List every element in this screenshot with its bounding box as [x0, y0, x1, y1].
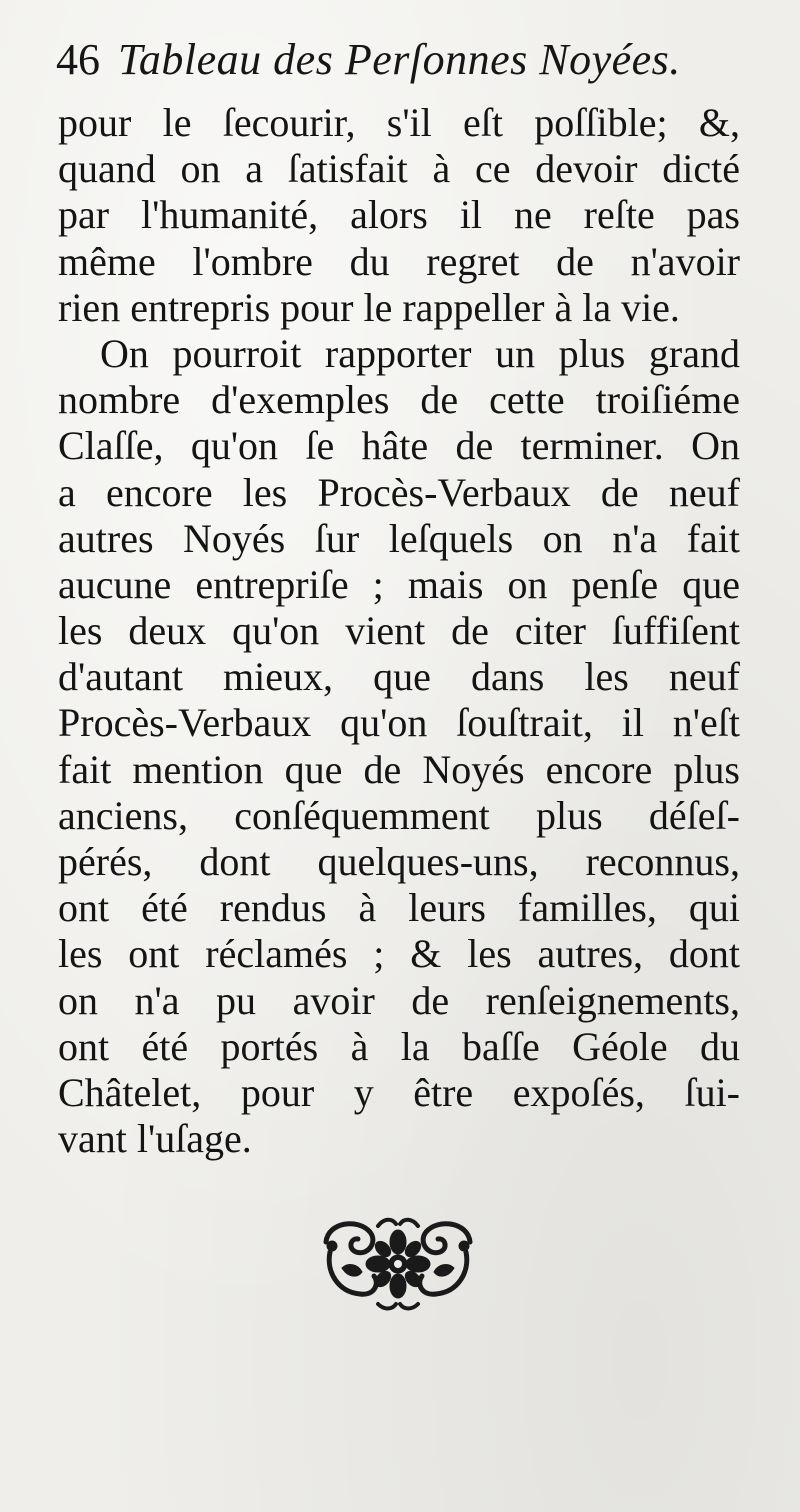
text-line: les ont réclamés ; & les autres, dont — [58, 931, 740, 977]
text-line: Procès-Verbaux qu'on ſouſtrait, il n'eſt — [58, 700, 740, 746]
text-line: par l'humanité, alors il ne reſte pas — [58, 192, 740, 238]
text-line: quand on a ſatisfait à ce devoir dicté — [58, 146, 740, 192]
running-title: Tableau des Perſonnes Noyées. — [118, 35, 681, 84]
text-line: ont été portés à la baſſe Géole du — [58, 1023, 740, 1069]
text-line: d'autant mieux, que dans les neuf — [58, 654, 740, 700]
text-line: Claſſe, qu'on ſe hâte de terminer. On — [58, 423, 740, 469]
text-line: autres Noyés ſur leſquels on n'a fait — [58, 515, 740, 561]
text-line: on n'a pu avoir de renſeignements, — [58, 977, 740, 1023]
text-line: nombre d'exemples de cette troiſiéme — [58, 377, 740, 423]
text-line: a encore les Procès-Verbaux de neuf — [58, 469, 740, 515]
body-text — [58, 100, 740, 1162]
text-line: On pourroit rapporter un plus grand — [100, 330, 740, 376]
text-line: même l'ombre du regret de n'avoir — [58, 238, 740, 284]
text-line: Châtelet, pour y être expoſés, ſui- — [58, 1069, 740, 1115]
text-line: fait mention que de Noyés encore plus — [58, 746, 740, 792]
text-line: les deux qu'on vient de citer ſuffiſent — [58, 608, 740, 654]
text-line: rien entrepris pour le rappeller à la vie. — [58, 284, 680, 330]
page-number: 46 — [56, 35, 100, 84]
text-line: pérés, dont quelques-uns, reconnus, — [58, 839, 740, 884]
text-line: pour le ſecourir, s'il eſt poſſible; &, — [58, 100, 740, 145]
fleuron-ornament-icon — [318, 1212, 478, 1312]
page-header — [56, 34, 746, 94]
text-line: aucune entrepriſe ; mais on penſe que — [58, 561, 740, 607]
text-line: ont été rendus à leurs familles, qui — [58, 885, 740, 931]
text-line: anciens, conſéquemment plus déſeſ- — [58, 792, 740, 838]
text-line: vant l'uſage. — [58, 1116, 252, 1162]
